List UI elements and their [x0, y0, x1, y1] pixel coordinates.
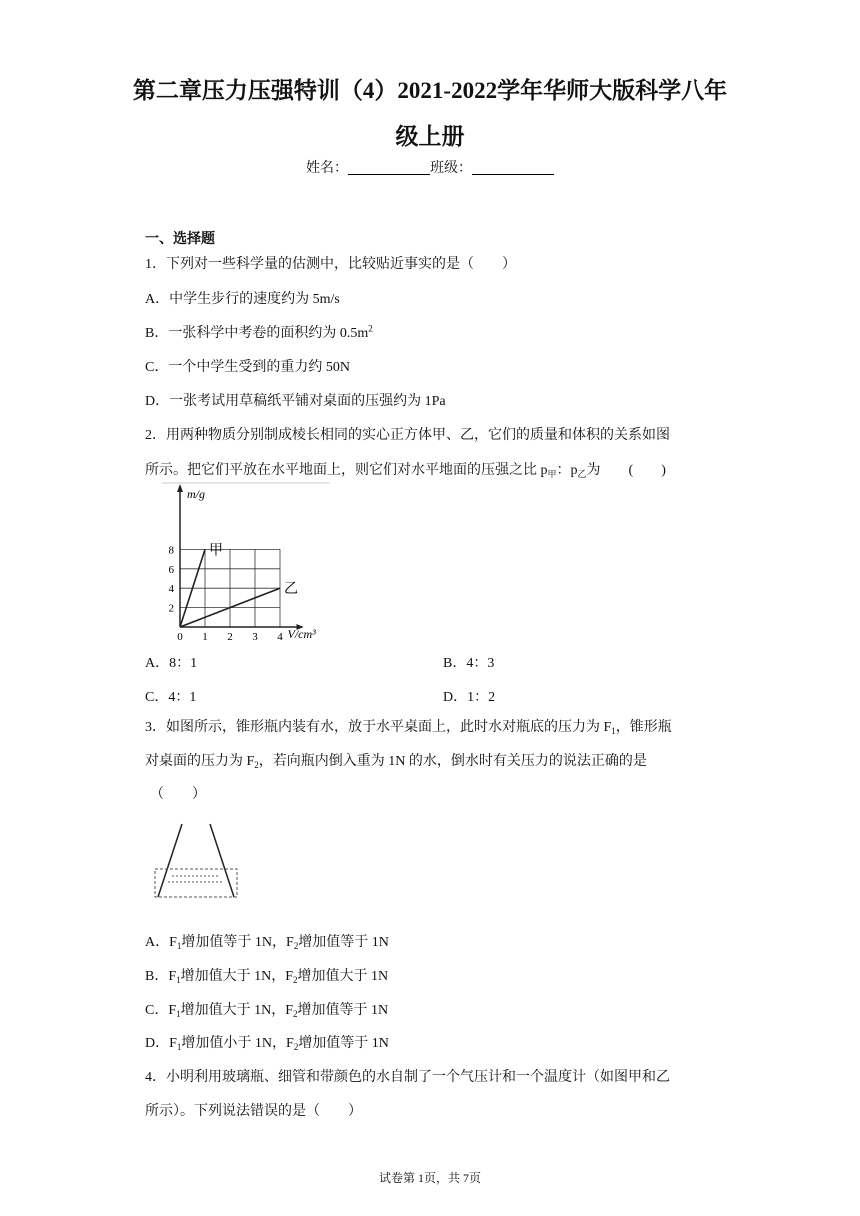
- name-label: 姓名：: [306, 161, 348, 176]
- question-1-option-c: C．一个中学生受到的重力约 50N: [145, 360, 350, 375]
- student-info-row: [0, 157, 860, 177]
- table-surface-dashed: [155, 869, 237, 897]
- question-3-option-c: C．$F_1$增加值大于 1N，$F_2$增加值等于 1N: [145, 1003, 389, 1019]
- chart-background: [160, 482, 335, 642]
- question-3-stem-line1: 3．如图所示，锥形瓶内装有水，放于水平桌面上，此时水对瓶底的压力为 $F_1$，锥形瓶: [145, 720, 672, 736]
- section-heading: 一、选择题: [145, 232, 215, 247]
- y-tick-label: 2: [168, 602, 174, 615]
- flask-right-wall: [210, 824, 234, 897]
- mass-volume-chart: [160, 482, 335, 642]
- x-axis-label: V/cm³: [287, 627, 316, 641]
- x-tick-label: 0: [177, 631, 183, 642]
- question-1-option-b: B．一张科学中考卷的面积约为 $0.5m^2$: [145, 323, 373, 341]
- question-2-stem-line1: 2．用两种物质分别制成棱长相同的实心正方体甲、乙，它们的质量和体积的关系如图: [145, 428, 670, 443]
- document-title-continued: 级上册: [395, 124, 465, 149]
- series-label: 甲: [209, 543, 223, 559]
- document-title: 第二章压力压强特训（4）2021-2022学年华师大版科学八年: [132, 78, 728, 103]
- y-axis-label: m/g: [187, 487, 205, 501]
- question-2-option-d: D．1：2: [443, 690, 496, 705]
- question-3-stem-line2: 对桌面的压力为 $F_2$，若向瓶内倒入重为 1N 的水，倒水时有关压力的说法正确的是: [145, 754, 647, 770]
- question-1-option-d: D．一张考试用草稿纸平铺对桌面的压强约为 1Pa: [145, 394, 446, 409]
- question-2-stem-line2: 所示。把它们平放在水平地面上，则它们对水平地面的压强之比 $p_甲$：$p_乙$为 ( ): [145, 463, 666, 479]
- conical-flask-diagram: [150, 822, 250, 902]
- question-4-stem-line2: 所示）。下列说法错误的是（ ）: [145, 1104, 362, 1119]
- page-footer: 试卷第 1页，共 7页: [378, 1171, 481, 1185]
- class-label: 班级：: [430, 161, 472, 176]
- question-3-option-d: D．$F_1$增加值小于 1N，$F_2$增加值等于 1N: [145, 1036, 389, 1052]
- y-tick-label: 8: [168, 544, 174, 557]
- class-blank[interactable]: [472, 160, 554, 175]
- x-tick-label: 2: [227, 631, 233, 642]
- x-tick-label: 4: [277, 631, 283, 642]
- x-tick-label: 1: [202, 631, 208, 642]
- question-2-option-c: C．4：1: [145, 690, 197, 705]
- name-blank[interactable]: [348, 160, 430, 175]
- question-3-option-b: B．$F_1$增加值大于 1N，$F_2$增加值大于 1N: [145, 969, 389, 985]
- question-1-option-a: A．中学生步行的速度约为 5m/s: [145, 292, 340, 307]
- question-2-option-b: B．4：3: [443, 656, 495, 671]
- question-3-option-a: A．$F_1$增加值等于 1N，$F_2$增加值等于 1N: [145, 935, 389, 951]
- x-tick-label: 3: [252, 631, 258, 642]
- question-3-stem-line3: （ ）: [150, 787, 206, 802]
- question-4-stem-line1: 4．小明利用玻璃瓶、细管和带颜色的水自制了一个气压计和一个温度计（如图甲和乙: [145, 1070, 670, 1085]
- question-2-option-a: A．8：1: [145, 656, 198, 671]
- flask-left-wall: [158, 824, 182, 897]
- y-tick-label: 4: [168, 583, 174, 596]
- series-label: 乙: [284, 582, 298, 598]
- y-tick-label: 6: [168, 563, 174, 576]
- question-1-stem: 1．下列对一些科学量的估测中，比较贴近事实的是（ ）: [145, 257, 516, 272]
